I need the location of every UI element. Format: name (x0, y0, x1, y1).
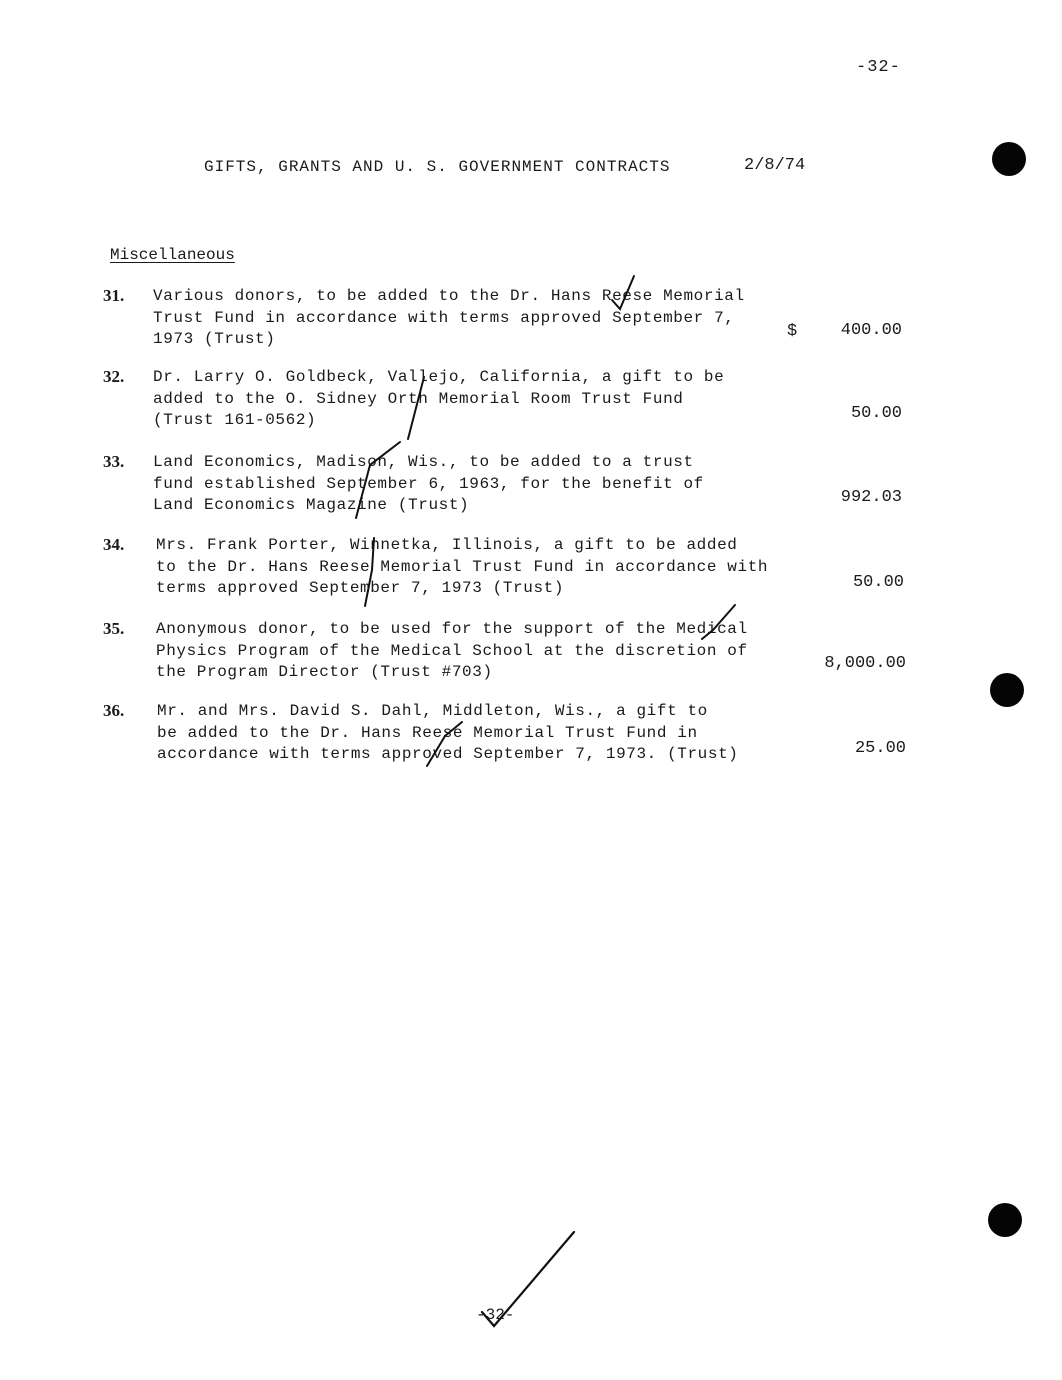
item-number: 35. (103, 619, 125, 638)
item-number: 34. (103, 535, 125, 554)
item-amount: 8,000.00 (824, 654, 906, 673)
item-number: 33. (103, 452, 125, 471)
page-number-top: -32- (856, 58, 901, 77)
checkmark-icon (427, 722, 462, 766)
punch-hole (988, 1203, 1022, 1237)
item-line: (Trust 161-0562) (153, 411, 317, 429)
item-amount: 25.00 (854, 739, 906, 758)
section-heading: Miscellaneous (110, 246, 235, 264)
document-date: 2/8/74 (744, 156, 806, 175)
checkmark-icon (365, 538, 374, 606)
item-line: the Program Director (Trust #703) (156, 663, 493, 681)
item-line: Anonymous donor, to be used for the support of the Medical (156, 620, 748, 638)
punch-hole (990, 673, 1024, 707)
item-line: Dr. Larry O. Goldbeck, Vallejo, California, a gift to be (153, 368, 725, 386)
item-line: Physics Program of the Medical School at the discretion of (156, 641, 748, 660)
item-amount: 992.03 (840, 488, 902, 507)
item-line: Various donors, to be added to the Dr. Hans Reese Memorial (153, 287, 745, 305)
document-title: GIFTS, GRANTS AND U. S. GOVERNMENT CONTRACTS (204, 158, 671, 176)
checkmark-icon (408, 377, 424, 439)
currency-symbol: $ (787, 322, 798, 341)
item-line: Land Economics, Madison, Wis., to be added to a trust (153, 453, 694, 471)
item-line: 1973 (Trust) (153, 330, 276, 348)
item-line: added to the O. Sidney Orth Memorial Room Trust Fund (153, 389, 684, 408)
item-line: terms approved September 7, 1973 (Trust) (156, 579, 565, 597)
item-amount: 400.00 (840, 321, 902, 340)
item-line: to the Dr. Hans Reese Memorial Trust Fund in accordance with (156, 557, 769, 576)
checkmark-icon (702, 605, 735, 639)
checkmark-icon (356, 442, 400, 518)
item-number: 36. (103, 701, 125, 720)
item-amount: 50.00 (850, 404, 902, 423)
item-line: be added to the Dr. Hans Reese Memorial Trust Fund in (157, 723, 698, 742)
page-number-bottom: -32- (476, 1306, 515, 1324)
checkmark-icon (612, 276, 634, 309)
item-line: fund established September 6, 1963, for the benefit of (153, 474, 704, 493)
item-number: 31. (103, 286, 125, 305)
item-line: Mr. and Mrs. David S. Dahl, Middleton, Wis., a gift to (157, 702, 708, 720)
item-line: accordance with terms approved September 7, 1973. (Trust) (157, 745, 739, 763)
punch-hole (992, 142, 1026, 176)
item-line: Trust Fund in accordance with terms approved September 7, (153, 308, 735, 327)
item-line: Mrs. Frank Porter, Winnetka, Illinois, a gift to be added (156, 536, 738, 554)
item-line: Land Economics Magazine (Trust) (153, 496, 470, 514)
item-number: 32. (103, 367, 125, 386)
item-amount: 50.00 (852, 573, 904, 592)
